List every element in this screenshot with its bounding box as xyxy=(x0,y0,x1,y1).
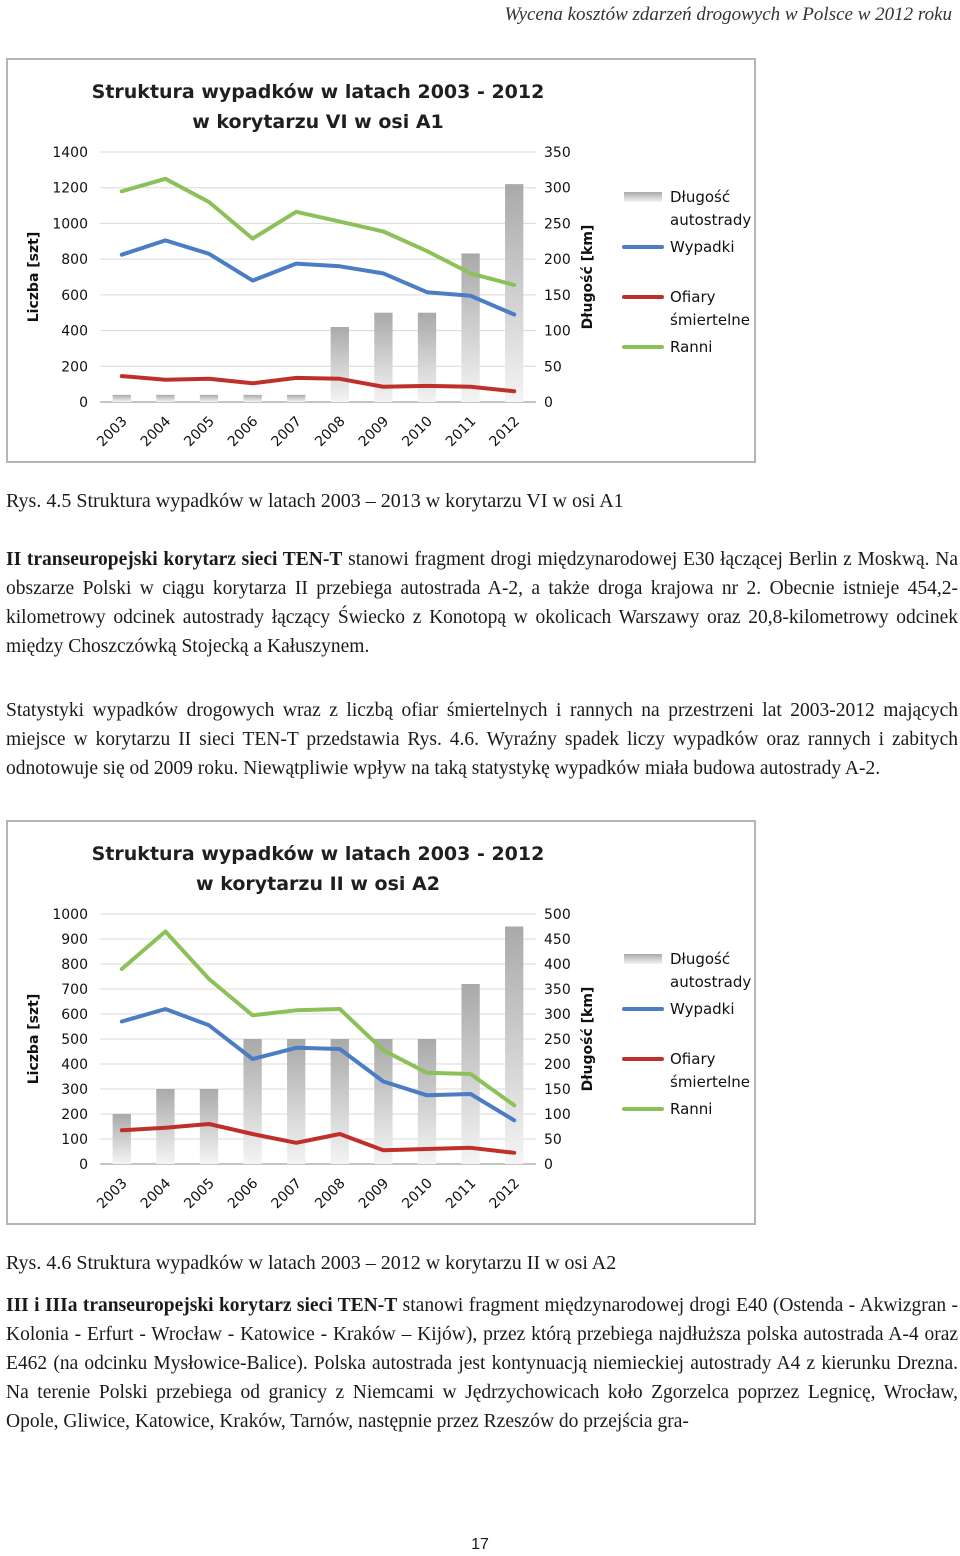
bar-dlugosc-autostrady xyxy=(374,1039,392,1164)
x-tick: 2004 xyxy=(137,413,175,451)
y-tick-left: 0 xyxy=(79,1157,88,1173)
y-tick-left: 400 xyxy=(61,1057,88,1073)
chart-title-line-2: w korytarzu II w osi A2 xyxy=(196,873,440,895)
bar-dlugosc-autostrady xyxy=(418,313,436,402)
y-tick-right: 150 xyxy=(544,287,571,304)
bar-dlugosc-autostrady xyxy=(418,1039,436,1164)
y-tick-left: 1000 xyxy=(52,216,88,233)
y-tick-right: 0 xyxy=(544,395,553,411)
legend-label-długość-autostrady: Długość xyxy=(670,188,731,206)
chart-a2 xyxy=(6,820,756,1225)
bar-dlugosc-autostrady xyxy=(287,1039,305,1164)
x-tick: 2009 xyxy=(355,1175,393,1213)
series-line-ranni xyxy=(122,179,514,285)
y-tick-left: 600 xyxy=(61,1007,88,1023)
y-tick-right: 450 xyxy=(544,932,571,948)
bar-dlugosc-autostrady xyxy=(331,1039,349,1164)
bar-dlugosc-autostrady xyxy=(331,327,349,402)
series-line-ofiary-śmiertelne xyxy=(122,376,514,391)
y-tick-right: 200 xyxy=(544,1057,571,1073)
bar-dlugosc-autostrady xyxy=(505,184,523,402)
x-tick: 2012 xyxy=(486,413,524,451)
chart-a1-svg xyxy=(8,60,754,461)
y-tick-left: 300 xyxy=(61,1082,88,1098)
x-tick: 2011 xyxy=(442,1175,480,1213)
x-tick: 2006 xyxy=(224,413,262,451)
bar-dlugosc-autostrady xyxy=(200,395,218,402)
y-axis-label-right: Długość [km] xyxy=(580,224,596,330)
y-tick-left: 600 xyxy=(61,287,88,304)
y-tick-right: 100 xyxy=(544,323,571,340)
bar-dlugosc-autostrady xyxy=(243,395,261,402)
legend-label-ofiary-śmiertelne: śmiertelne xyxy=(670,1073,751,1091)
legend-label-ranni: Ranni xyxy=(670,1100,713,1118)
legend-key-długość-autostrady xyxy=(624,192,662,202)
figure-caption-4-5: Rys. 4.5 Struktura wypadków w latach 2003 – 2013 w korytarzu VI w osi A1 xyxy=(6,490,624,512)
y-tick-left: 200 xyxy=(61,359,88,376)
x-tick: 2008 xyxy=(312,1175,349,1213)
series-line-ranni xyxy=(122,932,514,1106)
chart-a1 xyxy=(6,58,756,463)
chart-title-line-2: w korytarzu VI w osi A1 xyxy=(192,111,444,133)
x-tick: 2007 xyxy=(268,413,306,451)
y-tick-left: 700 xyxy=(61,982,88,998)
running-head: Wycena kosztów zdarzeń drogowych w Polsce w 2012 roku xyxy=(504,4,952,25)
x-tick: 2012 xyxy=(486,1175,524,1213)
legend-label-długość-autostrady: Długość xyxy=(670,950,731,968)
paragraph-statistics-body: Statystyki wypadków drogowych wraz z liczbą ofiar śmiertelnych i rannych na przestrzeni lat 2003-2012 mających miejsce w korytarzu II sieci TEN-T przedstawia Rys. 4.6. Wyraźny spadek liczy wypadków oraz rannych i zabitych odnotowuje się od 2009 roku. Niewątpliwie wpływ na taką statystykę wypadków miała budowa autostrady A-2. xyxy=(6,700,958,779)
chart-title-line-1: Struktura wypadków w latach 2003 - 2012 xyxy=(91,81,545,103)
legend-label-ofiary-śmiertelne: Ofiary xyxy=(670,288,716,306)
y-tick-right: 250 xyxy=(544,1032,571,1048)
y-tick-left: 200 xyxy=(61,1107,88,1123)
y-tick-left: 100 xyxy=(61,1132,88,1148)
legend-label-ofiary-śmiertelne: Ofiary xyxy=(670,1050,716,1068)
legend-label-wypadki: Wypadki xyxy=(670,1000,735,1018)
y-tick-left: 0 xyxy=(79,395,88,411)
y-axis-label-left: Liczba [szt] xyxy=(26,231,42,323)
y-axis-label-left: Liczba [szt] xyxy=(26,993,42,1085)
bar-dlugosc-autostrady xyxy=(156,395,174,402)
x-tick: 2004 xyxy=(137,1175,175,1213)
y-tick-left: 500 xyxy=(61,1032,88,1048)
y-tick-right: 300 xyxy=(544,1007,571,1023)
legend-label-długość-autostrady: autostrady xyxy=(670,973,752,991)
y-axis-label-right: Długość [km] xyxy=(580,986,596,1092)
x-tick: 2009 xyxy=(355,413,393,451)
x-tick: 2003 xyxy=(94,413,131,451)
y-tick-right: 350 xyxy=(544,145,571,161)
series-line-wypadki xyxy=(122,1009,514,1120)
y-tick-right: 200 xyxy=(544,252,571,269)
y-tick-left: 1000 xyxy=(52,907,88,923)
legend-label-ofiary-śmiertelne: śmiertelne xyxy=(670,311,751,329)
paragraph-corridor-iii-lead: III i IIIa transeuropejski korytarz sieci TEN-T xyxy=(6,1295,398,1316)
x-tick: 2005 xyxy=(181,413,218,451)
page-number: 17 xyxy=(471,1536,489,1553)
x-tick: 2005 xyxy=(181,1175,218,1213)
paragraph-corridor-ii-lead: II transeuropejski korytarz sieci TEN-T xyxy=(6,549,343,570)
y-tick-left: 800 xyxy=(61,957,88,973)
y-tick-left: 1400 xyxy=(52,145,88,161)
y-tick-right: 300 xyxy=(544,180,571,197)
bar-dlugosc-autostrady xyxy=(505,927,523,1165)
paragraph-corridor-ii-body: stanowi fragment drogi międzynarodowej E30 łączącej Berlin z Moskwą. Na obszarze Polski w ciągu korytarza II przebiega autostrada A-2, a także droga krajowa nr 2. Obecnie istnieje 454,2-kilometrowy odcinek autostrady łączący Świecko z Konotopą w okolicach Warszawy oraz 20,8-kilometrowy odcinek między Choszczówką Stojecką a Kałuszynem. xyxy=(6,549,958,657)
y-tick-left: 800 xyxy=(61,252,88,269)
series-line-wypadki xyxy=(122,240,514,314)
legend-label-długość-autostrady: autostrady xyxy=(670,211,752,229)
x-tick: 2010 xyxy=(399,1175,436,1213)
series-line-ofiary-śmiertelne xyxy=(122,1124,514,1153)
y-tick-right: 0 xyxy=(544,1157,553,1173)
chart-title-line-1: Struktura wypadków w latach 2003 - 2012 xyxy=(91,843,545,865)
x-tick: 2008 xyxy=(312,413,349,451)
paragraph-corridor-iii-body: stanowi fragment międzynarodowej drogi E40 (Ostenda - Akwizgran - Kolonia - Erfurt - Wrocław - Katowice - Kraków – Kijów), przez którą przebiega najdłuższa polska autostrada A-4 oraz E462 (na odcinku Mysłowice-Balice). Polska autostrada jest kontynuacją niemieckiej autostrady A4 z kierunku Drezna. Na terenie Polski przebiega od granicy z Niemcami w Jędrzychowicach koło Zgorzelca poprzez Legnicę, Wrocław, Opole, Gliwice, Katowice, Kraków, Tarnów, następnie przez Rzeszów do przejścia gra- xyxy=(6,1295,958,1432)
chart-a2-svg xyxy=(8,822,754,1223)
y-tick-left: 900 xyxy=(61,932,88,948)
y-tick-right: 500 xyxy=(544,907,571,923)
x-tick: 2011 xyxy=(442,413,480,451)
bar-dlugosc-autostrady xyxy=(113,395,131,402)
legend-label-ranni: Ranni xyxy=(670,338,713,356)
x-tick: 2006 xyxy=(224,1175,262,1213)
x-tick: 2007 xyxy=(268,1175,306,1213)
bar-dlugosc-autostrady xyxy=(113,1114,131,1164)
y-tick-right: 50 xyxy=(544,359,562,376)
figure-caption-4-6: Rys. 4.6 Struktura wypadków w latach 2003 – 2012 w korytarzu II w osi A2 xyxy=(6,1252,617,1274)
y-tick-left: 400 xyxy=(61,323,88,340)
y-tick-right: 250 xyxy=(544,216,571,233)
paragraph-corridor-iii xyxy=(6,1291,958,1436)
x-tick: 2010 xyxy=(399,413,436,451)
y-tick-right: 150 xyxy=(544,1082,571,1098)
paragraph-corridor-ii xyxy=(6,545,958,661)
x-tick: 2003 xyxy=(94,1175,131,1213)
bar-dlugosc-autostrady xyxy=(287,395,305,402)
paragraph-statistics xyxy=(6,696,958,783)
legend-label-wypadki: Wypadki xyxy=(670,238,735,256)
y-tick-right: 350 xyxy=(544,982,571,998)
legend-key-długość-autostrady xyxy=(624,954,662,964)
y-tick-right: 400 xyxy=(544,957,571,973)
y-tick-left: 1200 xyxy=(52,180,88,197)
y-tick-right: 50 xyxy=(544,1132,562,1148)
y-tick-right: 100 xyxy=(544,1107,571,1123)
